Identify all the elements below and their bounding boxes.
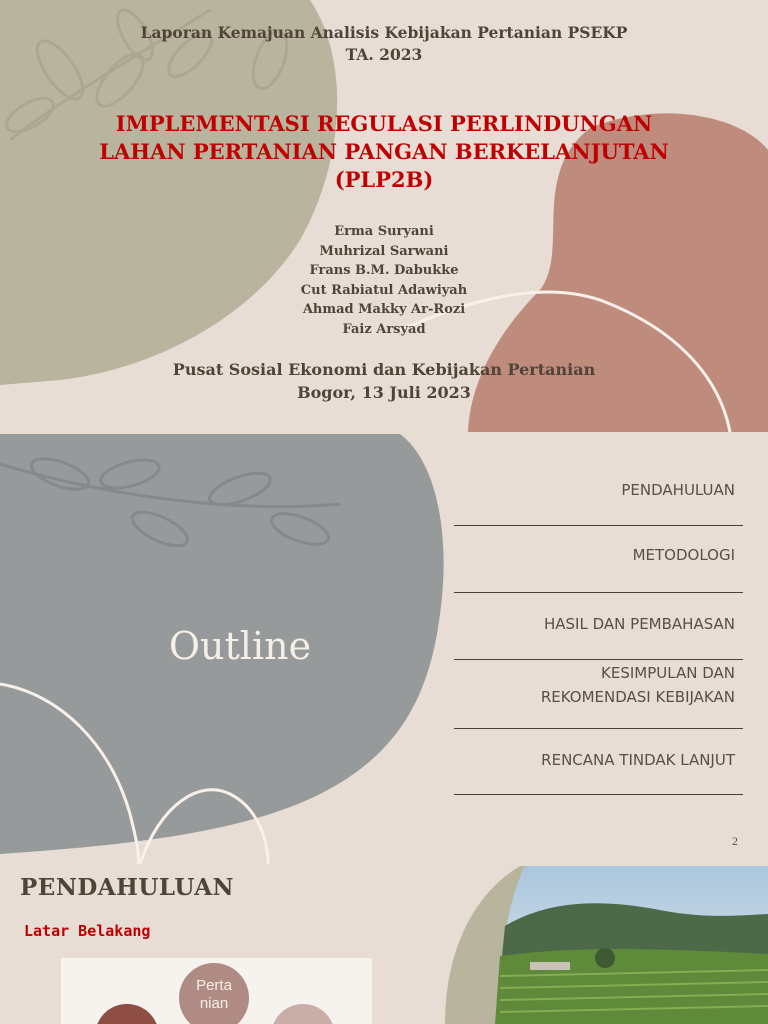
outline-item-metodologi[interactable] (454, 526, 743, 593)
outline-item-label: RENCANA TINDAK LANJUT (541, 751, 735, 769)
author-name: Ahmad Makky Ar-Rozi (302, 302, 466, 317)
outline-item-label: METODOLOGI (632, 546, 735, 564)
outline-item-pendahuluan[interactable] (454, 464, 743, 526)
outline-item-label: PENDAHULUAN (621, 481, 735, 499)
title-slide (0, 0, 768, 432)
outline-heading: Outline (168, 624, 312, 668)
outline-list (454, 464, 743, 795)
author-name: Frans B.M. Dabukke (309, 263, 459, 278)
concept-diagram (61, 958, 372, 1024)
main-title-line: LAHAN PERTANIAN PANGAN BERKELANJUTAN (99, 139, 669, 164)
outline-slide (0, 434, 768, 864)
diagram-node-right (271, 1004, 335, 1024)
author-name: Muhrizal Sarwani (319, 243, 449, 259)
author-name: Faiz Arsyad (342, 321, 426, 337)
diagram-node-center (179, 963, 249, 1024)
pendahuluan-slide (0, 866, 768, 1024)
outline-item-label: KESIMPULAN DAN (601, 664, 735, 682)
author-name: Erma Suryani (334, 224, 434, 239)
report-title (0, 22, 768, 66)
author-name: Cut Rabiatul Adawiyah (300, 282, 468, 298)
main-title-line: IMPLEMENTASI REGULASI PERLINDUNGAN (115, 111, 653, 136)
section-heading: PENDAHULUAN (20, 874, 235, 901)
section-subheading: Latar Belakang (24, 922, 151, 940)
place-date: Bogor, 13 Juli 2023 (297, 383, 471, 402)
outline-item-hasil[interactable] (454, 593, 743, 660)
main-title (40, 110, 728, 194)
rice-terrace-photo (495, 866, 768, 1024)
outline-item-rencana[interactable] (454, 729, 743, 795)
main-title-line: (PLP2B) (334, 167, 434, 192)
diagram-node-left (95, 1004, 159, 1024)
outline-item-kesimpulan[interactable] (454, 660, 743, 729)
outline-item-label: HASIL DAN PEMBAHASAN (544, 615, 735, 633)
institution-name: Pusat Sosial Ekonomi dan Kebijakan Pertanian (172, 360, 596, 379)
diagram-node-label: nian (199, 995, 229, 1012)
institution-block (0, 358, 768, 404)
author-list (0, 222, 768, 339)
report-year-line: TA. 2023 (345, 45, 423, 64)
outline-item-label: REKOMENDASI KEBIJAKAN (540, 688, 735, 706)
page-number: 2 (732, 834, 738, 848)
diagram-node-label: Perta (196, 977, 232, 994)
report-title-line: Laporan Kemajuan Analisis Kebijakan Pertanian PSEKP (140, 23, 628, 42)
